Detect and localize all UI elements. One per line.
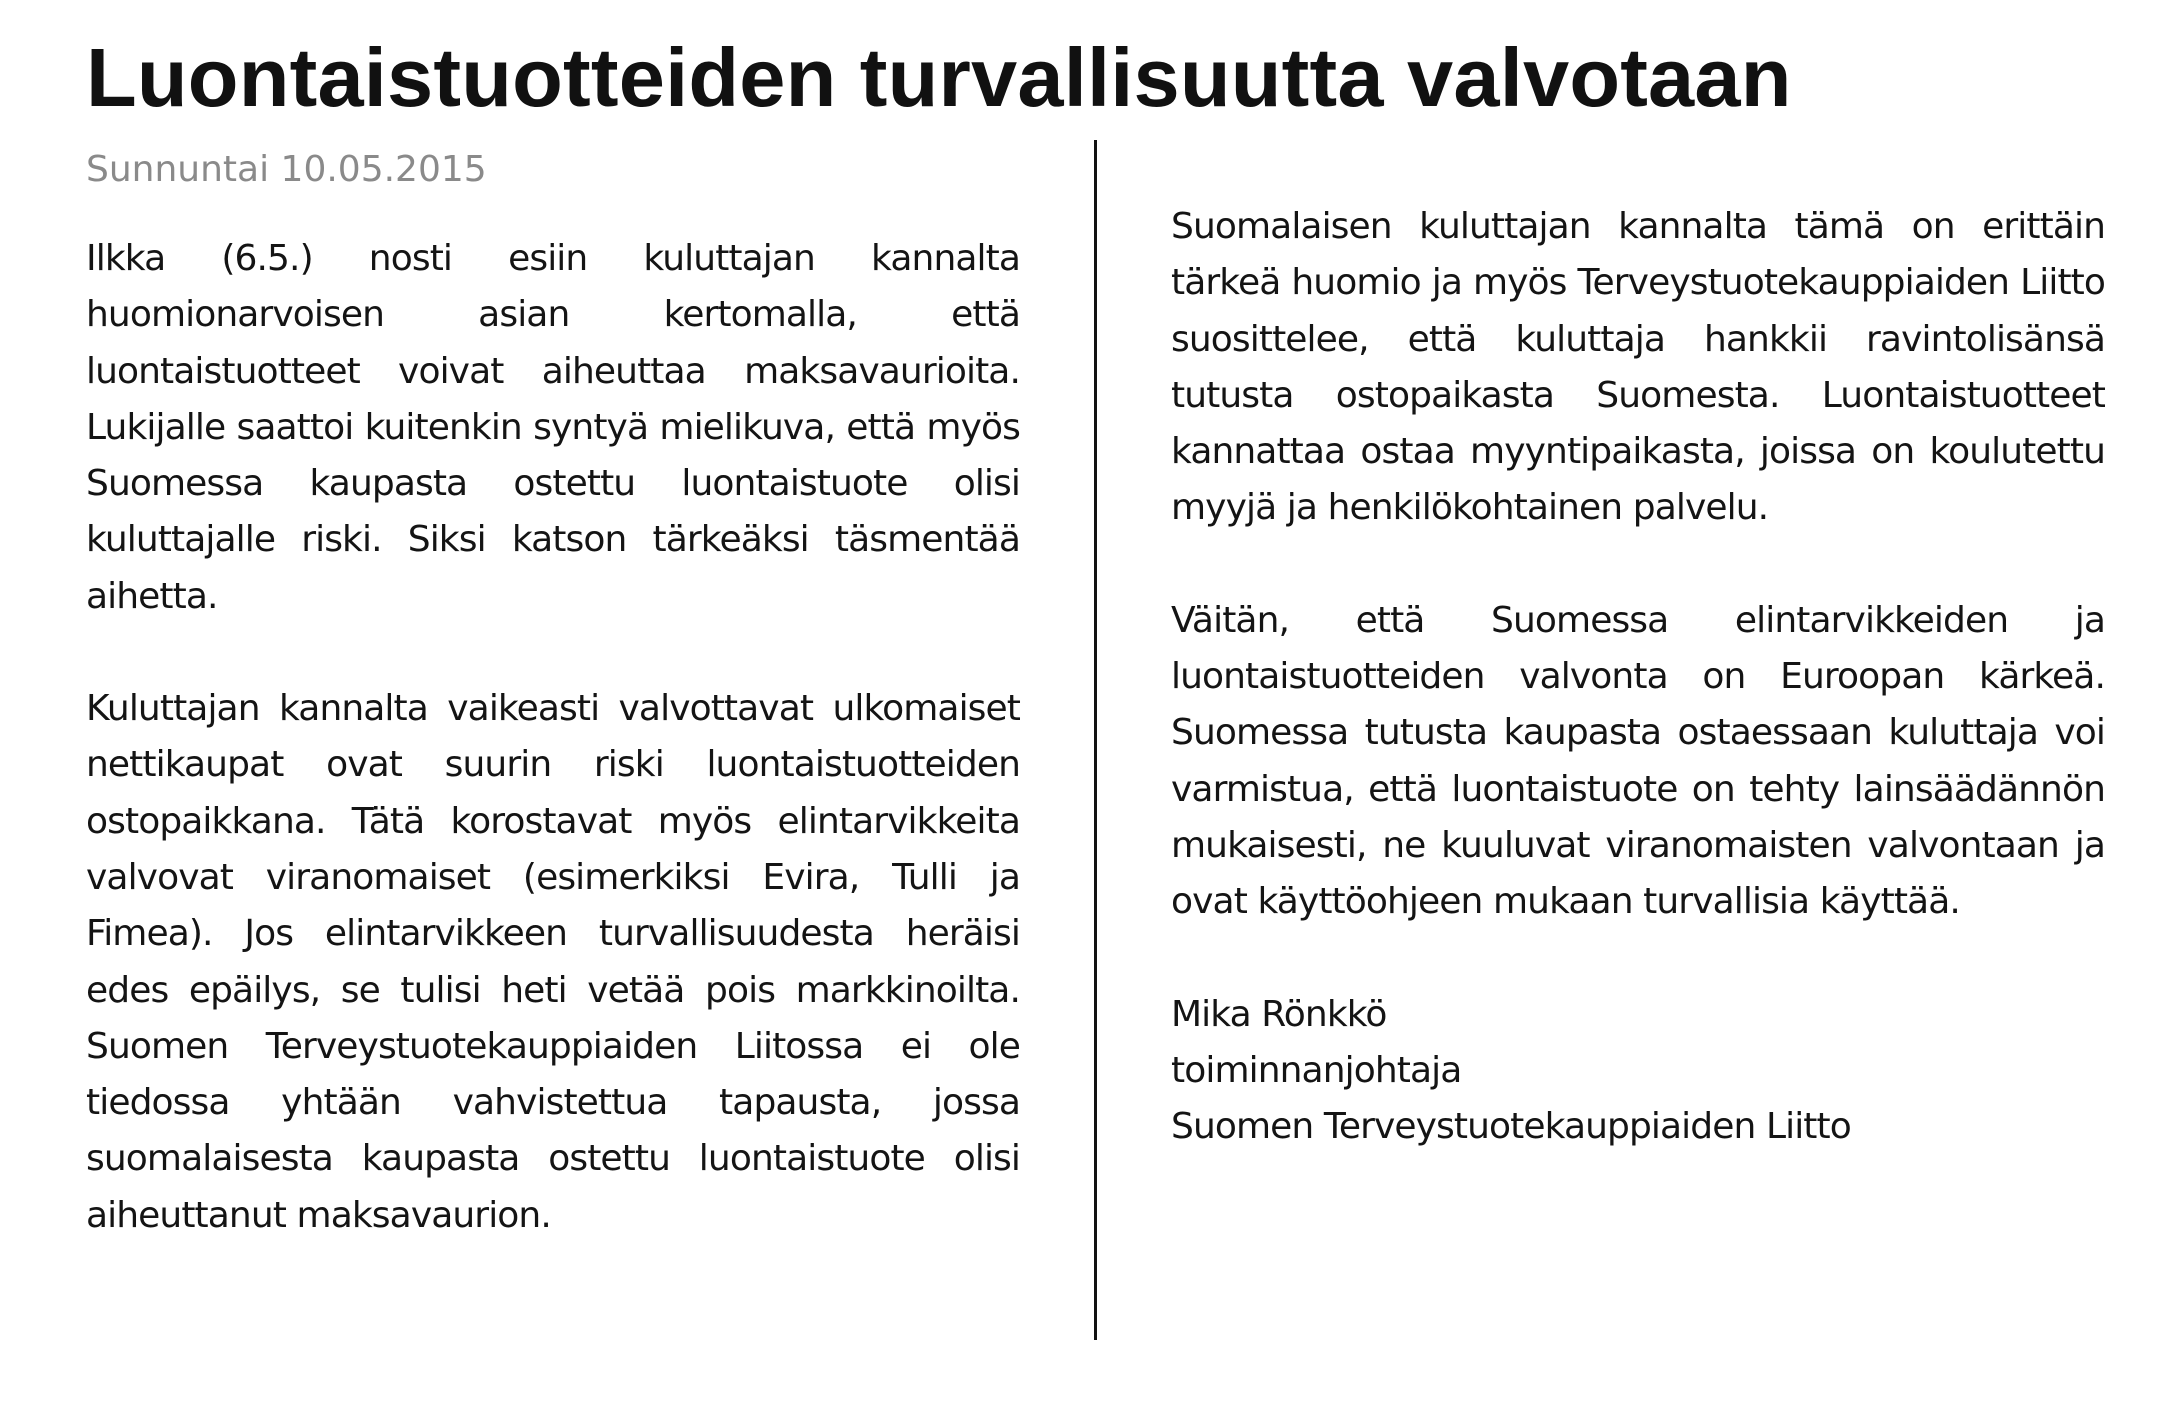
right-paragraph-1: Suomalaisen kuluttajan kannalta tämä on erittäin tärkeä huomio ja myös Terveystuotekauppiaiden Liitto suosittelee, että kuluttaja hankkii ravintolisänsä tutusta ostopaikasta Suomesta. Luontaistuotteet kannattaa ostaa myyntipaikasta, joissa on koulutettu myyjä ja henkilökohtainen palvelu. bbox=[1171, 206, 2105, 529]
left-paragraph-2: Kuluttajan kannalta vaikeasti valvottavat ulkomaiset nettikaupat ovat suurin riski luontaistuotteiden ostopaikkana. Tätä korostavat myös elintarvikkeita valvovat viranomaiset (esimerkiksi Evira, Tulli ja Fimea). Jos elintarvikkeen turvallisuudesta heräisi edes epäilys, se tulisi heti vetää pois markkinoilta. Suomen Terveystuotekauppiaiden Liitossa ei ole tiedossa yhtään vahvistettua tapausta, jossa suomalaisesta kaupasta ostettu luontaistuote olisi aiheuttanut maksavaurion. bbox=[86, 688, 1020, 1236]
signature-block bbox=[1171, 987, 2105, 1156]
signature-name: Mika Rönkkö bbox=[1171, 993, 1387, 1035]
left-column bbox=[86, 231, 1020, 1244]
signature-organization: Suomen Terveystuotekauppiaiden Liitto bbox=[1171, 1106, 1851, 1148]
left-paragraph-1: Ilkka (6.5.) nosti esiin kuluttajan kannalta huomionarvoisen asian kertomalla, että luontaistuotteet voivat aiheuttaa maksavaurioita. Lukijalle saattoi kuitenkin syntyä mielikuva, että myös Suomessa kaupasta ostettu luontaistuote olisi kuluttajalle riski. Siksi katson tärkeäksi täsmentää aihetta. bbox=[86, 238, 1020, 617]
article-title: Luontaistuotteiden turvallisuutta valvotaan bbox=[86, 31, 1792, 124]
column-divider bbox=[1094, 140, 1097, 1340]
article-date: Sunnuntai 10.05.2015 bbox=[86, 149, 487, 190]
right-column bbox=[1171, 199, 2105, 1155]
signature-role: toiminnanjohtaja bbox=[1171, 1049, 1462, 1091]
right-paragraph-2: Väitän, että Suomessa elintarvikkeiden ja luontaistuotteiden valvonta on Euroopan kärkeä. Suomessa tutusta kaupasta ostaessaan kuluttaja voi varmistua, että luontaistuote on tehty lainsäädännön mukaisesti, ne kuuluvat viranomaisten valvontaan ja ovat käyttöohjeen mukaan turvallisia käyttää. bbox=[1171, 599, 2105, 923]
